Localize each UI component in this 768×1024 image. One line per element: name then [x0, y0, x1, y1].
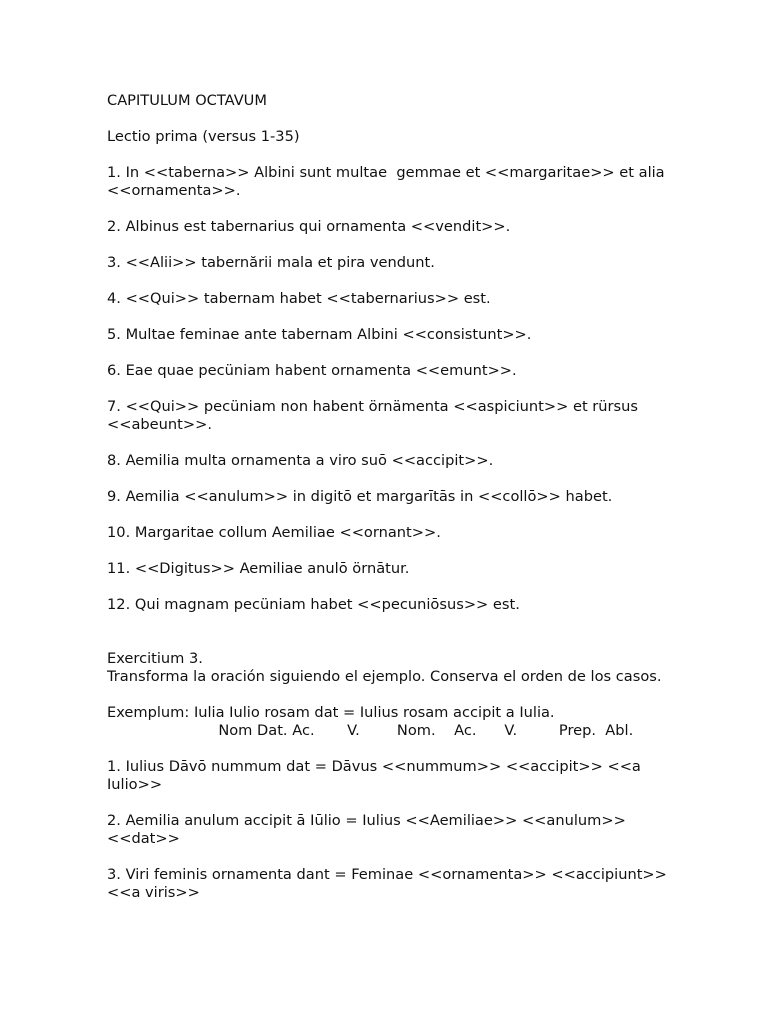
- exercise-item-1: 1. Iulius Dāvō nummum dat = Dāvus <<nummum>> <<accipit>> <<a Iulio>>: [107, 758, 646, 793]
- sentence-8: 8. Aemilia multa ornamenta a viro suō <<accipit>>.: [107, 452, 494, 469]
- sentence-1: 1. In <<taberna>> Albini sunt multae gemmae et <<margaritae>> et alia <<ornamenta>>.: [107, 164, 670, 199]
- exercise-item-2: 2. Aemilia anulum accipit ā Iūlio = Iulius <<Aemiliae>> <<anulum>> <<dat>>: [107, 812, 631, 847]
- exercise-item-3: 3. Viri feminis ornamenta dant = Feminae <<ornamenta>> <<accipiunt>> <<a viris>>: [107, 866, 672, 901]
- document-body: [107, 92, 672, 902]
- sentence-7: 7. <<Qui>> pecüniam non habent örnämenta <<aspiciunt>> et rürsus <<abeunt>>.: [107, 398, 643, 433]
- sentence-12: 12. Qui magnam pecüniam habet <<pecuniōsus>> est.: [107, 596, 520, 613]
- exercise-title: Exercitium 3.: [107, 650, 203, 667]
- sentence-2: 2. Albinus est tabernarius qui ornamenta <<vendit>>.: [107, 218, 511, 235]
- lesson-heading: Lectio prima (versus 1-35): [107, 128, 300, 145]
- sentence-9: 9. Aemilia <<anulum>> in digitō et margarītās in <<collō>> habet.: [107, 488, 613, 505]
- exercise-instruction: Transforma la oración siguiendo el ejemplo. Conserva el orden de los casos.: [107, 668, 662, 685]
- sentence-10: 10. Margaritae collum Aemiliae <<ornant>>.: [107, 524, 441, 541]
- sentence-11: 11. <<Digitus>> Aemiliae anulō örnātur.: [107, 560, 410, 577]
- sentence-6: 6. Eae quae pecüniam habent ornamenta <<emunt>>.: [107, 362, 517, 379]
- exercise-example: Exemplum: Iulia Iulio rosam dat = Iulius rosam accipit a Iulia.: [107, 704, 555, 721]
- sentence-3: 3. <<Alii>> tabernării mala et pira vendunt.: [107, 254, 435, 271]
- case-labels: Nom Dat. Ac. V. Nom. Ac. V. Prep. Abl.: [107, 722, 634, 739]
- chapter-title: CAPITULUM OCTAVUM: [107, 92, 267, 109]
- sentence-4: 4. <<Qui>> tabernam habet <<tabernarius>> est.: [107, 290, 491, 307]
- sentence-5: 5. Multae feminae ante tabernam Albini <<consistunt>>.: [107, 326, 532, 343]
